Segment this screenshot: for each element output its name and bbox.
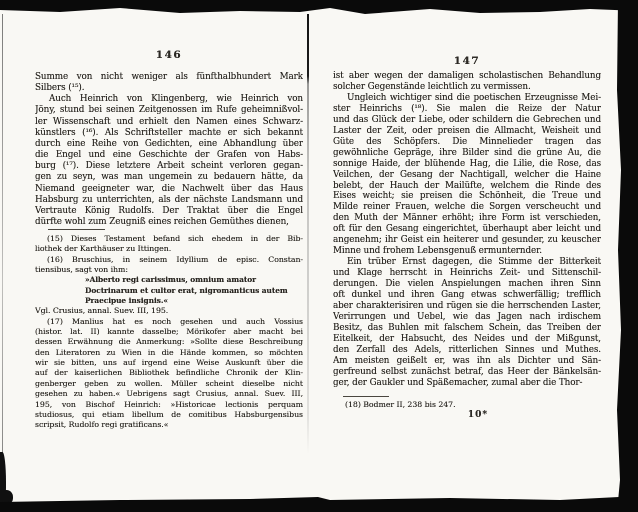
footnote-line: dessen Erwähnung die Anmerkung: »Sollte diese Beschreibung xyxy=(35,337,303,347)
footnote-line: auf der kaiserlichen Bibliothek befindliche Chronik der Klin- xyxy=(35,368,303,378)
text-line: Ungleich wichtiger sind die poetischen Erzeugnisse Mei- xyxy=(347,92,601,103)
footnote-line: (18) Bodmer II, 238 bis 247. xyxy=(345,400,456,409)
signature-mark: 10* xyxy=(467,410,489,420)
text-line: ist aber wegen der damaligen scholastischen Behandlung xyxy=(333,71,601,81)
left-page xyxy=(35,0,303,512)
text-line: Eitelkeit, der Habsucht, des Neides und der Mißgunst, xyxy=(333,333,601,344)
text-line: Niemand geeigneter war, die Nachwelt über das Haus xyxy=(35,183,303,194)
footnote-separator-left xyxy=(48,229,105,230)
text-line: Habsburg zu unterrichten, als der nächste Landsmann und xyxy=(35,194,303,205)
footnote-line: gesehen zu haben.« Uebrigens sagt Crusius, annal. Suev. III, xyxy=(35,389,303,399)
text-line: solcher Gegenstände leichtlich zu vermissen. xyxy=(333,81,531,92)
text-line: Ein trüber Ernst dagegen, die Stimme der Bitterkeit xyxy=(347,257,601,268)
footnote-line: 195, von Bischof Heinrich: »Historicae lectionis perquam xyxy=(35,399,303,409)
text-line: angenehm; ihr Geist ein heiterer und gesunder, zu keuscher xyxy=(333,235,601,246)
text-line: gerfreund selbst zunächst betraf, das Heer der Bänkelsän- xyxy=(333,366,601,377)
text-line: Eises weicht; sie preisen die Schönheit, die Treue und xyxy=(333,191,601,202)
footnote-line: den Literatoren zu Wien in die Hände kommen, so möchten xyxy=(35,347,303,357)
page-number-right: 147 xyxy=(453,55,481,67)
footnote-line: Doctrinarum et cultor erat, nigromanticus autem xyxy=(85,285,288,295)
right-page-body xyxy=(333,71,601,389)
text-line: Laster der Zeit, oder preisen die Allmacht, Weisheit und xyxy=(333,125,601,136)
text-line: ger, der Gaukler und Späßemacher, zumal aber die Thor- xyxy=(333,377,583,388)
scan-border-right xyxy=(614,0,638,512)
text-line: burg (¹⁷). Diese letztere Arbeit scheint verloren gegan- xyxy=(35,161,303,172)
footnote-line: studiosus, qui etiam libellum de comitibus Habsburgensibus xyxy=(35,409,303,419)
text-line: den Zerfall des Adels, ritterlichen Sinnes und Muthes. xyxy=(333,344,601,355)
footnote-line: (15) Dieses Testament befand sich ehedem in der Bib- xyxy=(47,234,303,243)
text-line: Güte des Schöpfers. Die Minnelieder tragen das xyxy=(333,136,601,147)
text-line: gen zu seyn, was man ungemein zu bedauern hätte, da xyxy=(35,172,303,183)
text-line: Minne und frohem Lebensgenuß ermunternder. xyxy=(333,246,542,257)
text-line: ler Wissenschaft und erhielt den Namen eines Schwarz- xyxy=(35,116,303,127)
text-line: Veilchen, der Gesang der Nachtigall, welcher die Haine xyxy=(333,169,601,180)
text-line: Silbers (¹⁵). xyxy=(35,83,85,94)
text-line: Vertraute König Rudolfs. Der Traktat über die Engel xyxy=(35,205,303,216)
footnote-line: scripsit, Rudolfo regi gratificans.« xyxy=(35,420,169,430)
text-line: gewöhnliche Gepräge, ihre Bilder sind die grüne Au, die xyxy=(333,147,601,158)
footnote-line: wir sie bitten, uns auf irgend eine Weise Auskunft über die xyxy=(35,358,303,368)
text-line: Summe von nicht weniger als fünfthalbhundert Mark xyxy=(35,72,303,82)
text-line: derungen. Die vielen Anspielungen machen ihren Sinn xyxy=(333,279,601,290)
footnote-line: (16) Bruschius, in seinem Idyllium de episc. Constan- xyxy=(47,254,303,264)
footnote-line: tiensibus, sagt von ihm: xyxy=(35,265,128,275)
text-line: und Klage herrscht in Heinrichs Zeit- und Sittenschil- xyxy=(333,268,601,279)
text-line: Am meisten geißelt er, was ihn als Dichter und Sän- xyxy=(333,355,601,366)
footnote-line: liothek der Karthäuser zu Ittingen. xyxy=(35,244,172,254)
text-line: Jöny, stund bei seinen Zeitgenossen im Rufe geheimnißvol- xyxy=(35,105,303,116)
footnote-line: genberger geben zu wollen. Müller scheint dieselbe nicht xyxy=(35,378,303,388)
text-line: belebt, der Hauch der Mailüfte, welchem die Rinde des xyxy=(333,180,601,191)
text-line: Besitz, das Buhlen mit falschem Schein, das Treiben der xyxy=(333,322,601,333)
text-line: oft dunkel und ihren Gang etwas schwerfällig; trefflich xyxy=(333,290,601,301)
footnote-line: (histor. lat. II) kannte dasselbe; Mörikofer aber macht bei xyxy=(35,327,303,337)
footnote-line: Praecipue insignis.« xyxy=(85,296,168,306)
page-edge-line xyxy=(2,14,3,459)
text-line: oft für den Gesang eingerichtet, überhaupt aber leicht und xyxy=(333,224,601,235)
left-page-body xyxy=(35,72,303,228)
text-line: und das Glück der Liebe, oder schildern die Gebrechen und xyxy=(333,114,601,125)
footnote-line: »Alberto regi carissimus, omnium amator xyxy=(85,275,256,285)
right-page-footnotes xyxy=(333,400,601,411)
text-line: Auch Heinrich von Klingenberg, wie Heinrich von xyxy=(49,94,303,105)
text-line: ster Heinrichs (¹⁸). Sie malen die Reize der Natur xyxy=(333,103,601,114)
text-line: die Engel und eine Geschichte der Grafen von Habs- xyxy=(35,150,303,161)
text-line: den Muth der Männer erhöht; ihre Form ist verschieden, xyxy=(333,213,601,224)
text-line: Milde reiner Frauen, welche die Sorgen verscheucht und xyxy=(333,202,601,213)
left-page-footnotes xyxy=(35,234,303,431)
text-line: sonnige Haide, der blühende Hag, die Lilie, die Rose, das xyxy=(333,158,601,169)
text-line: Verirrungen und Uebel, wie das Jagen nach irdischem xyxy=(333,311,601,322)
page-gutter-line xyxy=(307,14,309,460)
text-line: aber charakterisiren und rügen sie die herrschenden Laster, xyxy=(333,301,601,312)
text-line: dürfte wohl zum Zeugniß eines reichen Gemüthes dienen, xyxy=(35,217,289,228)
footnote-separator-right xyxy=(343,396,389,397)
footnote-line: (17) Manlius hat es noch gesehen und auch Vossius xyxy=(47,316,303,326)
scan-smudge xyxy=(0,452,6,502)
text-line: durch eine Reihe von Gedichten, eine Abhandlung über xyxy=(35,138,303,149)
page-number-left: 146 xyxy=(155,49,183,61)
footnote-line: Vgl. Crusius, annal. Suev. III, 195. xyxy=(35,306,169,316)
text-line: künstlers (¹⁶). Als Schriftsteller machte er sich bekannt xyxy=(35,127,303,138)
right-page xyxy=(333,0,601,512)
